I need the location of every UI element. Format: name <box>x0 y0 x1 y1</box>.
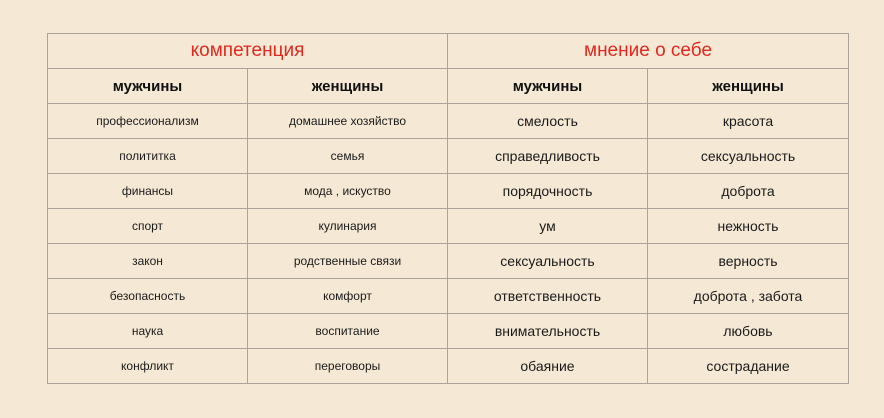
table-cell: красота <box>648 104 849 139</box>
table-cell: закон <box>48 244 248 279</box>
table-row <box>48 174 849 209</box>
table-cell: мода , искуство <box>248 174 448 209</box>
table-cell: верность <box>648 244 849 279</box>
table-row <box>48 209 849 244</box>
table-cell: справедливость <box>448 139 648 174</box>
table-cell: сострадание <box>648 349 849 384</box>
table-cell: конфликт <box>48 349 248 384</box>
sub-header-men-opinion: мужчины <box>448 69 648 104</box>
table-cell: ум <box>448 209 648 244</box>
table-row <box>48 279 849 314</box>
comparison-table-wrapper <box>47 33 848 384</box>
table-cell: сексуальность <box>648 139 849 174</box>
table-cell: наука <box>48 314 248 349</box>
table-cell: родственные связи <box>248 244 448 279</box>
table-row <box>48 104 849 139</box>
table-cell: внимательность <box>448 314 648 349</box>
table-cell: финансы <box>48 174 248 209</box>
sub-header-women-opinion: женщины <box>648 69 849 104</box>
table-cell: порядочность <box>448 174 648 209</box>
table-cell: спорт <box>48 209 248 244</box>
table-cell: воспитание <box>248 314 448 349</box>
table-row <box>48 314 849 349</box>
sub-header-row <box>48 69 849 104</box>
table-cell: нежность <box>648 209 849 244</box>
table-row <box>48 349 849 384</box>
table-cell: обаяние <box>448 349 648 384</box>
table-cell: доброта <box>648 174 849 209</box>
table-cell: переговоры <box>248 349 448 384</box>
group-header-competence: компетенция <box>48 34 448 69</box>
table-cell: сексуальность <box>448 244 648 279</box>
table-cell: кулинария <box>248 209 448 244</box>
table-cell: доброта , забота <box>648 279 849 314</box>
group-header-row <box>48 34 849 69</box>
sub-header-men-competence: мужчины <box>48 69 248 104</box>
table-cell: комфорт <box>248 279 448 314</box>
table-cell: безопасность <box>48 279 248 314</box>
table-cell: ответственность <box>448 279 648 314</box>
table-row <box>48 139 849 174</box>
table-cell: профессионализм <box>48 104 248 139</box>
sub-header-women-competence: женщины <box>248 69 448 104</box>
group-header-self-opinion: мнение о себе <box>448 34 849 69</box>
table-cell: домашнее хозяйство <box>248 104 448 139</box>
table-cell: полититка <box>48 139 248 174</box>
table-cell: смелость <box>448 104 648 139</box>
comparison-table <box>47 33 849 384</box>
table-cell: любовь <box>648 314 849 349</box>
table-cell: семья <box>248 139 448 174</box>
table-row <box>48 244 849 279</box>
